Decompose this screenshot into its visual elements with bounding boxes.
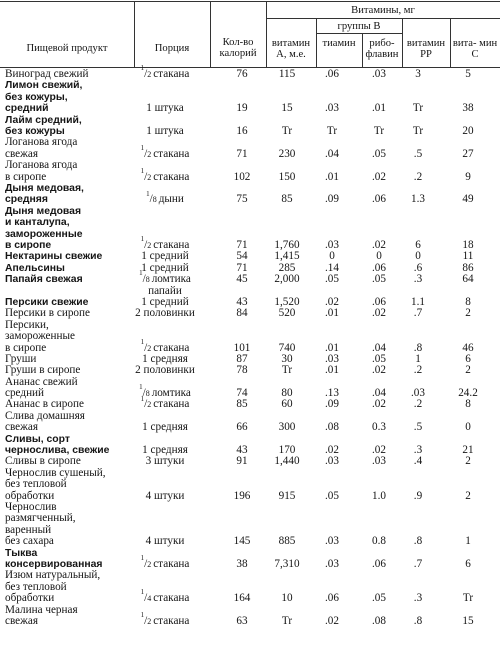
kcal-cell: 63	[236, 615, 248, 628]
vitamin-a-cell: 7,310	[274, 558, 300, 571]
riboflavin-cell: .05	[372, 592, 386, 605]
fraction-slash: /	[144, 170, 148, 183]
kcal-cell: 43	[236, 444, 248, 457]
vitamin-c-cell: 9	[465, 170, 471, 183]
fraction-denominator: 2	[147, 240, 154, 250]
table-row	[0, 137, 500, 160]
food-name: Дыня медовая и канталупа, замороженные в сиропе	[5, 205, 83, 251]
kcal-cell: 45	[236, 273, 248, 286]
portion-text: стакана	[153, 558, 190, 571]
vitamin-pp-cell: 1.3	[411, 193, 425, 206]
table-header	[0, 0, 500, 68]
riboflavin-cell: .06	[372, 295, 386, 308]
vitamin-c-cell: 49	[462, 193, 474, 206]
vitamin-a-cell: 915	[278, 489, 296, 502]
fraction-numerator: 1	[140, 554, 145, 563]
fraction-denominator: 2	[147, 617, 154, 627]
table-row	[0, 269, 500, 297]
food-name: Слива домашняя свежая	[5, 409, 85, 434]
vitamin-c-cell: 24.2	[458, 387, 478, 400]
kcal-cell: 102	[233, 170, 251, 183]
header-rib: рибо- флавин	[365, 38, 399, 60]
table-row	[0, 434, 500, 457]
thiamine-cell: .03	[325, 352, 339, 365]
food-name: Персики свежие	[5, 296, 89, 308]
vitamin-pp-cell: .6	[413, 261, 423, 274]
fraction-numerator: 1	[140, 394, 145, 403]
riboflavin-cell: 1.0	[372, 489, 386, 502]
kcal-cell: 43	[236, 295, 248, 308]
portion-cell	[112, 144, 218, 160]
thiamine-cell: .09	[325, 193, 339, 206]
portion-cell	[112, 394, 218, 411]
portion-text: дыни	[158, 193, 184, 206]
vitamin-c-cell: 18	[462, 238, 474, 251]
fraction-slash: /	[149, 193, 153, 206]
vitamin-pp-cell: .8	[413, 615, 423, 628]
fraction-numerator: 1	[140, 64, 145, 73]
portion-text: стакана	[153, 615, 190, 628]
thiamine-cell: .01	[325, 341, 339, 354]
table-row	[0, 206, 500, 252]
thiamine-cell: .05	[325, 489, 339, 502]
vitamin-c-cell: 20	[462, 124, 474, 137]
table-row	[0, 365, 500, 376]
riboflavin-cell: .06	[372, 193, 386, 206]
thiamine-cell: .01	[325, 364, 339, 377]
vitamin-pp-cell: Tr	[412, 124, 424, 137]
vitamin-a-cell: 85	[281, 193, 293, 206]
fraction-denominator: 8	[152, 195, 159, 205]
kcal-cell: 91	[236, 455, 248, 468]
portion-text: 1 средняя	[142, 444, 188, 457]
riboflavin-cell: .03	[372, 455, 386, 468]
kcal-cell: 75	[236, 193, 248, 206]
thiamine-cell: .01	[325, 307, 339, 320]
kcal-cell: 19	[236, 102, 248, 115]
vitamin-a-cell: 80	[281, 387, 293, 400]
fraction-slash: /	[144, 398, 148, 411]
portion-text: ломтика папайи	[148, 273, 191, 297]
vitamin-a-cell: 740	[278, 341, 296, 354]
header-pp: витамин РР	[406, 38, 446, 60]
portion-cell	[112, 611, 218, 628]
riboflavin-cell: .02	[372, 398, 386, 411]
food-name: Дыня медовая, средняя	[5, 182, 84, 206]
fraction-numerator: 1	[140, 611, 145, 620]
vitamin-a-cell: 520	[278, 307, 296, 320]
food-name: Тыква консервированная	[5, 547, 103, 571]
thiamine-cell: .03	[325, 455, 339, 468]
vitamin-a-cell: 1,415	[274, 250, 300, 263]
thiamine-cell: .02	[325, 295, 339, 308]
fraction-slash: /	[144, 558, 148, 571]
riboflavin-cell: .04	[372, 387, 386, 400]
food-name: Груши	[5, 352, 37, 365]
vitamin-pp-cell: .8	[413, 341, 423, 354]
riboflavin-cell: .06	[372, 261, 386, 274]
vitamin-c-cell: 11	[462, 250, 474, 263]
vitamin-c-cell: 5	[465, 67, 471, 80]
kcal-cell: 84	[236, 307, 248, 320]
col-divider-pp	[402, 18, 403, 67]
portion-text: 2 половинки	[135, 364, 195, 377]
header-tia: тиамин	[322, 38, 356, 49]
portion-cell	[112, 189, 218, 206]
portion-text: ломтика	[151, 387, 191, 400]
kcal-cell: 87	[236, 352, 248, 365]
table-row	[0, 548, 500, 571]
vitamin-pp-cell: 0	[415, 250, 421, 263]
vitamin-c-cell: 27	[462, 147, 474, 160]
riboflavin-cell: .02	[372, 364, 386, 377]
table-row	[0, 263, 500, 274]
thiamine-cell: .05	[325, 273, 339, 286]
vitamin-pp-cell: 1	[415, 352, 421, 365]
vitamin-a-cell: 2,000	[274, 273, 300, 286]
riboflavin-cell: Tr	[373, 124, 385, 137]
thiamine-cell: .04	[325, 147, 339, 160]
fraction-slash: /	[144, 592, 148, 605]
thiamine-cell: .13	[325, 387, 339, 400]
header-portion: Порция	[154, 43, 190, 54]
table-row	[0, 80, 500, 114]
food-name: Логанова ягода свежая	[5, 136, 78, 160]
thiamine-cell: .03	[325, 238, 339, 251]
vitamins-rule	[266, 18, 500, 19]
table-row	[0, 570, 500, 604]
riboflavin-cell: .02	[372, 307, 386, 320]
vitamin-a-cell: 300	[278, 421, 296, 434]
thiamine-cell: .01	[325, 170, 339, 183]
fraction-numerator: 1	[146, 189, 150, 198]
vitamin-c-cell: 8	[465, 398, 471, 411]
kcal-cell: 38	[236, 558, 248, 571]
portion-text: 1 штука	[146, 102, 184, 115]
riboflavin-cell: .05	[372, 147, 386, 160]
vitamin-pp-cell: .7	[413, 558, 423, 571]
fraction-denominator: 2	[147, 69, 154, 79]
vitamin-a-cell: Tr	[281, 615, 293, 628]
fraction-denominator: 8	[145, 389, 152, 399]
header-food: Пищевой продукт	[26, 43, 108, 54]
vitamin-pp-cell: .03	[411, 387, 425, 400]
vitamin-a-cell: Tr	[281, 124, 293, 137]
portion-cell	[112, 126, 218, 137]
riboflavin-cell: 0.8	[372, 535, 386, 548]
vitamin-a-cell: 60	[281, 398, 293, 411]
vitamin-a-cell: 115	[278, 67, 296, 80]
thiamine-cell: 0	[329, 250, 335, 263]
vitamin-c-cell: 21	[462, 444, 474, 457]
kcal-cell: 66	[236, 421, 248, 434]
vitamin-c-cell: 38	[462, 102, 474, 115]
food-name: Нектарины свежие	[5, 251, 103, 263]
portion-cell	[112, 365, 218, 376]
vitamin-a-cell: 1,520	[274, 295, 300, 308]
portion-cell	[112, 422, 218, 433]
vitamin-c-cell: 15	[462, 615, 474, 628]
riboflavin-cell: 0.3	[372, 421, 386, 434]
thiamine-cell: .14	[325, 261, 339, 274]
vitamin-a-cell: 285	[278, 261, 296, 274]
food-name: Апельсины	[5, 262, 65, 274]
vitamin-a-cell: 885	[278, 535, 296, 548]
fraction-slash: /	[144, 615, 148, 628]
fraction-numerator: 1	[140, 235, 145, 244]
food-name: Виноград свежий	[5, 68, 89, 80]
kcal-cell: 71	[236, 261, 248, 274]
thiamine-cell: .06	[325, 592, 339, 605]
food-name: Сливы, сорт чернослива, свежие	[5, 433, 110, 457]
food-name: Лимон свежий, без кожуры, средний	[5, 80, 83, 115]
food-name: Малина черная свежая	[5, 603, 78, 628]
header-kcal: Кол-во калорий	[219, 37, 257, 59]
portion-text: 2 половинки	[135, 307, 195, 320]
food-name: Чернослив сушеный, без тепловой обработки	[5, 466, 106, 502]
col-divider-rib	[362, 33, 363, 67]
thiamine-cell: .02	[325, 615, 339, 628]
vitamin-c-cell: 46	[462, 341, 474, 354]
riboflavin-cell: .01	[372, 102, 386, 115]
thiamine-cell: .03	[325, 102, 339, 115]
fraction-numerator: 1	[140, 337, 145, 346]
group-b-rule	[316, 33, 402, 34]
food-name: Персики, замороженные в сиропе	[5, 318, 75, 354]
portion-text: 4 штуки	[145, 535, 185, 548]
kcal-cell: 78	[236, 364, 248, 377]
food-name: Логанова ягода в сиропе	[5, 159, 78, 183]
portion-text: стакана	[153, 398, 190, 411]
kcal-cell: 71	[236, 147, 248, 160]
food-name: Лайм средний, без кожуры	[5, 114, 82, 137]
portion-text: 1 штука	[146, 124, 184, 137]
table-row	[0, 64, 500, 80]
table-body	[0, 64, 500, 628]
vitamin-pp-cell: 3	[415, 67, 421, 80]
table-row	[0, 468, 500, 502]
vitamin-c-cell: 8	[465, 295, 471, 308]
vitamin-c-cell: 86	[462, 261, 474, 274]
kcal-cell: 16	[236, 124, 248, 137]
fraction-denominator: 8	[145, 275, 152, 285]
portion-text: стакана	[153, 147, 190, 160]
kcal-cell: 71	[236, 238, 248, 251]
vitamin-c-cell: 2	[465, 307, 471, 320]
fraction-slash: /	[144, 147, 148, 160]
header-va: витамин А, м.е.	[271, 38, 311, 60]
vitamin-a-cell: Tr	[281, 364, 293, 377]
portion-cell	[112, 269, 218, 297]
portion-cell	[112, 103, 218, 114]
vitamin-pp-cell: Tr	[412, 102, 424, 115]
vitamin-c-cell: Tr	[462, 592, 474, 605]
vitamin-a-cell: 1,440	[274, 455, 300, 468]
fraction-slash: /	[142, 273, 146, 286]
fraction-slash: /	[144, 341, 148, 354]
vitamin-pp-cell: .2	[413, 398, 423, 411]
table-row	[0, 502, 500, 548]
portion-text: 4 штуки	[145, 489, 185, 502]
table-row	[0, 320, 500, 354]
portion-cell	[112, 308, 218, 319]
riboflavin-cell: .03	[372, 67, 386, 80]
portion-text: 1 средний	[141, 250, 189, 263]
portion-text: 3 штуки	[145, 455, 185, 468]
table-row	[0, 160, 500, 183]
vitamin-pp-cell: 1.1	[411, 295, 425, 308]
fraction-denominator: 2	[147, 172, 154, 182]
portion-text: 1 средний	[141, 261, 189, 274]
vitamin-c-cell: 64	[462, 273, 474, 286]
thiamine-cell: .03	[325, 558, 339, 571]
table-row	[0, 377, 500, 400]
kcal-cell: 145	[233, 535, 251, 548]
vitamin-pp-cell: .5	[413, 147, 423, 160]
fraction-slash: /	[144, 67, 148, 80]
portion-cell	[112, 554, 218, 571]
fraction-denominator: 2	[147, 343, 154, 353]
riboflavin-cell: .05	[372, 273, 386, 286]
vitamin-c-cell: 0	[465, 421, 471, 434]
portion-text: стакана	[153, 67, 190, 80]
food-name: Чернослив размягченный, варенный без сахара	[5, 501, 76, 548]
vitamin-pp-cell: .3	[413, 444, 423, 457]
kcal-cell: 85	[236, 398, 248, 411]
vitamin-pp-cell: .5	[413, 421, 423, 434]
vitamin-pp-cell: .3	[413, 273, 423, 286]
thiamine-cell: .06	[325, 67, 339, 80]
riboflavin-cell: .02	[372, 170, 386, 183]
vitamin-pp-cell: 6	[415, 238, 421, 251]
fraction-numerator: 1	[139, 383, 143, 392]
portion-cell	[112, 491, 218, 502]
table-row	[0, 605, 500, 628]
header-top-rule	[0, 1, 500, 2]
fraction-numerator: 1	[140, 144, 145, 153]
table-row	[0, 251, 500, 262]
food-name: Изюм натуральный, без тепловой обработки	[5, 569, 101, 605]
riboflavin-cell: .08	[372, 615, 386, 628]
fraction-numerator: 1	[139, 269, 143, 278]
vitamin-a-cell: 15	[281, 102, 293, 115]
thiamine-cell: .02	[325, 444, 339, 457]
fraction-slash: /	[144, 238, 148, 251]
vitamin-c-cell: 2	[465, 455, 471, 468]
portion-cell	[112, 536, 218, 547]
vitamin-a-cell: 150	[278, 170, 296, 183]
col-divider-kcal	[210, 1, 211, 67]
vitamin-pp-cell: .4	[413, 455, 423, 468]
riboflavin-cell: .02	[372, 444, 386, 457]
vitamin-pp-cell: .2	[413, 364, 423, 377]
riboflavin-cell: .04	[372, 341, 386, 354]
header-group-b: группы В	[337, 21, 381, 32]
vitamin-pp-cell: .7	[413, 307, 423, 320]
vitamin-pp-cell: .8	[413, 535, 423, 548]
portion-text: стакана	[153, 592, 190, 605]
thiamine-cell: .09	[325, 398, 339, 411]
riboflavin-cell: .06	[372, 558, 386, 571]
fraction-slash: /	[142, 387, 146, 400]
vitamin-pp-cell: .2	[413, 170, 423, 183]
header-vitamins: Витамины, мг	[351, 5, 415, 16]
food-name: Папайя свежая	[5, 274, 83, 286]
food-name: Сливы в сиропе	[5, 455, 81, 468]
vitamin-a-cell: 170	[278, 444, 296, 457]
kcal-cell: 101	[233, 341, 251, 354]
header-vc: вита- мин С	[452, 38, 498, 60]
kcal-cell: 164	[233, 592, 251, 605]
vitamin-c-cell: 2	[465, 364, 471, 377]
food-name: Ананас в сиропе	[5, 398, 84, 411]
food-name: Ананас свежий средний	[5, 375, 78, 400]
food-name: Персики в сиропе	[5, 307, 90, 320]
vitamin-pp-cell: .3	[413, 592, 423, 605]
riboflavin-cell: 0	[376, 250, 382, 263]
table-row	[0, 308, 500, 319]
portion-cell	[112, 588, 218, 605]
fraction-denominator: 2	[147, 560, 154, 570]
portion-text: 1 средний	[141, 295, 189, 308]
kcal-cell: 76	[236, 67, 248, 80]
vitamin-c-cell: 6	[465, 352, 471, 365]
vitamin-c-cell: 1	[465, 535, 471, 548]
portion-text: стакана	[153, 341, 190, 354]
kcal-cell: 196	[233, 489, 251, 502]
fraction-denominator: 4	[147, 594, 154, 604]
col-divider-vc	[450, 18, 451, 67]
fraction-numerator: 1	[140, 588, 145, 597]
portion-cell	[112, 456, 218, 467]
vitamin-c-cell: 6	[465, 558, 471, 571]
fraction-denominator: 2	[147, 400, 154, 410]
vitamin-a-cell: 1,760	[274, 238, 300, 251]
portion-text: 1 средняя	[142, 352, 188, 365]
vitamin-a-cell: 30	[281, 352, 293, 365]
riboflavin-cell: .02	[372, 238, 386, 251]
portion-text: 1 средняя	[142, 421, 188, 434]
thiamine-cell: .08	[325, 421, 339, 434]
portion-text: стакана	[153, 238, 190, 251]
vitamin-pp-cell: .9	[413, 489, 423, 502]
riboflavin-cell: .05	[372, 352, 386, 365]
portion-cell	[112, 166, 218, 183]
vitamin-a-cell: 10	[281, 592, 293, 605]
food-name: Груши в сиропе	[5, 364, 81, 377]
portion-cell	[112, 64, 218, 80]
kcal-cell: 54	[236, 250, 248, 263]
portion-text: стакана	[153, 170, 190, 183]
col-divider-portion	[134, 1, 135, 67]
vitamin-a-cell: 230	[278, 147, 296, 160]
vitamin-c-cell: 2	[465, 489, 471, 502]
thiamine-cell: Tr	[326, 124, 338, 137]
kcal-cell: 74	[236, 387, 248, 400]
table-row	[0, 411, 500, 434]
table-row	[0, 115, 500, 138]
thiamine-cell: .03	[325, 535, 339, 548]
fraction-numerator: 1	[140, 166, 145, 175]
fraction-denominator: 2	[147, 149, 154, 159]
table-row	[0, 183, 500, 206]
